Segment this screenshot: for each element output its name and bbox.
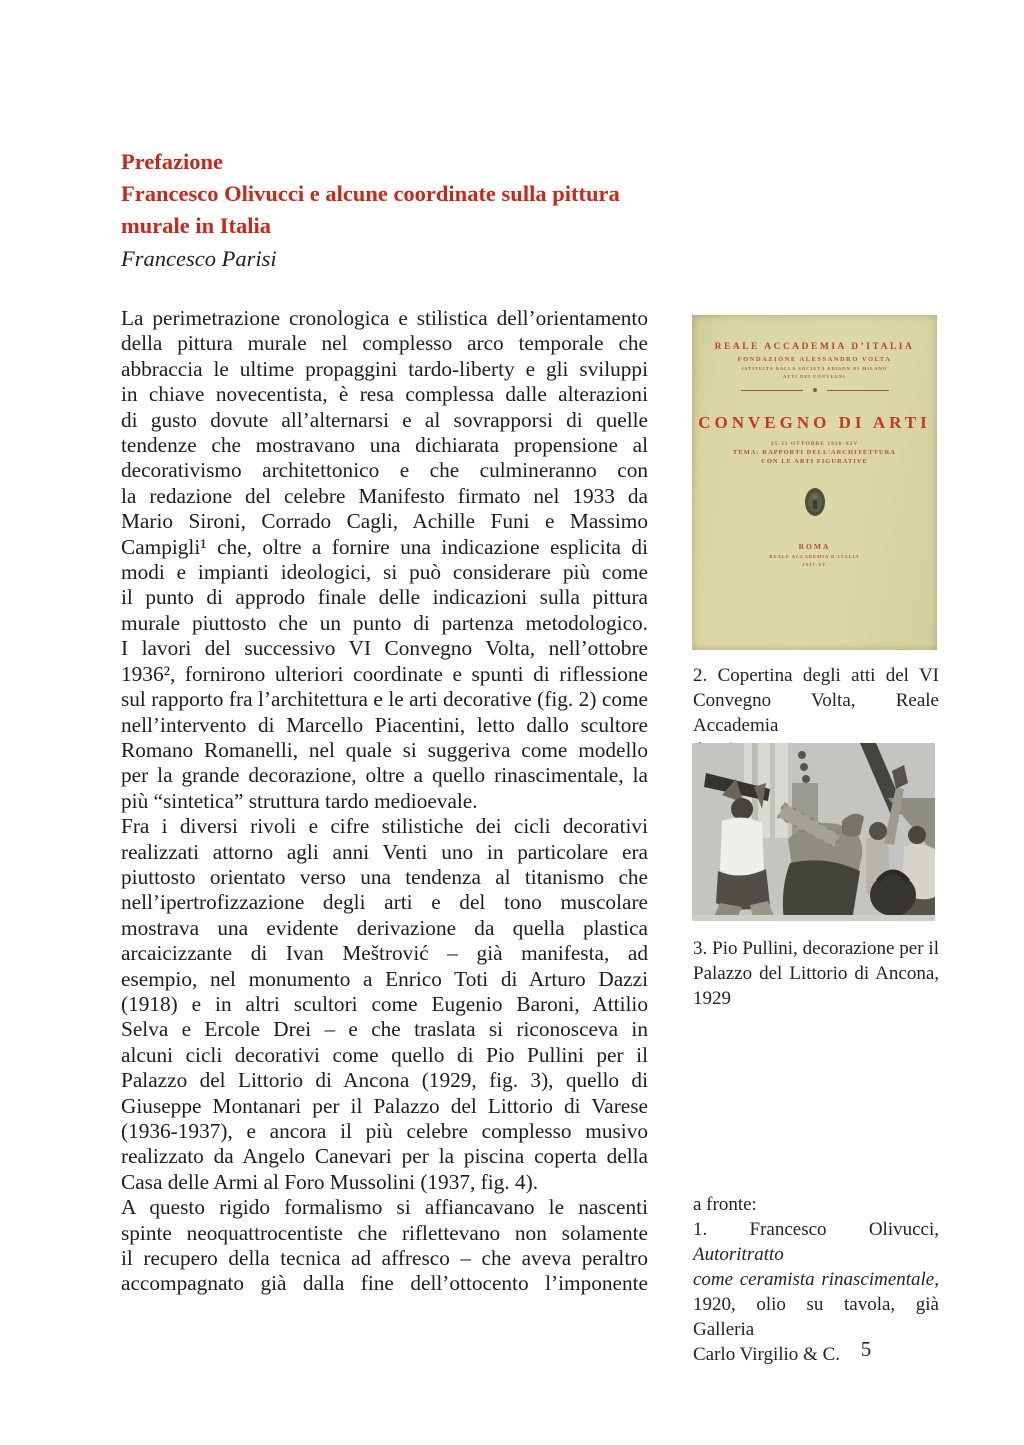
text-line: tendenze che mostravano una dichiarata propensione al <box>121 433 648 458</box>
text-line: la redazione del celebre Manifesto firmato nel 1933 da <box>121 483 648 508</box>
text-line: Palazzo del Littorio di Ancona (1929, fig. 3), quello di <box>121 1068 648 1093</box>
text-line: a fronte: <box>693 1194 757 1215</box>
text-line: 1936², fornirono ulteriori coordinate e spunti di riflessione <box>121 661 648 686</box>
cover-date-line: 25-31 OTTOBRE 1936-XIV <box>770 441 859 447</box>
cover-main-title: CONVEGNO DI ARTI <box>698 413 931 432</box>
text-line: esempio, nel monumento a Enrico Toti di Arturo Dazzi <box>121 966 648 991</box>
cover-divider <box>692 388 937 392</box>
text-line: spinte neoquattrocentiste che riflettevano non solamente <box>121 1220 648 1245</box>
text-line: I lavori del successivo VI Convegno Volta, nell’ottobre <box>121 636 648 661</box>
text-line: accompagnato già dalla fine dell’ottocento l’imponente <box>121 1271 648 1296</box>
text-line: il punto di approdo finale delle indicazioni sulla pittura <box>121 585 648 610</box>
main-text-column <box>121 306 648 1297</box>
text-line: in chiave novecentista, è resa complessa dalle alterazioni <box>121 382 648 407</box>
text-line: più “sintetica” struttura tardo medioevale. <box>121 788 478 813</box>
text-line: Carlo Virgilio & C. <box>693 1344 840 1365</box>
text-line: realizzati attorno agli anni Venti uno in particolare era <box>121 839 648 864</box>
text-line: (1918) e in altri scultori come Eugenio Baroni, Attilio <box>121 991 648 1016</box>
text-line: 1920, olio su tavola, già Galleria <box>693 1294 939 1340</box>
paragraph <box>121 814 648 1195</box>
cover-subline-1: ISTITUITA DALLA SOCIETÀ EDISON DI MILANO <box>741 366 888 371</box>
text-line: nell’ipertrofizzazione degli arti e del tono muscolare <box>121 890 648 915</box>
text-line: Campigli¹ che, oltre a fornire una indicazione esplicita di <box>121 534 648 559</box>
text-line: decorativismo architettonico e che culmineranno con <box>121 458 648 483</box>
cover-publisher-line: REALE ACCADEMIA D’ITALIA <box>769 554 860 559</box>
text-line: modi e impianti ideologici, si può considerare più come <box>121 560 648 585</box>
figure-1-facing-caption <box>693 1192 939 1367</box>
figure-3-caption <box>693 936 939 1011</box>
chapter-subtitle-line2: murale in Italia <box>121 213 271 238</box>
text-line: sul rapporto fra l’architettura e le arti decorative (fig. 2) come <box>121 687 648 712</box>
cover-theme-line2: CON LE ARTI FIGURATIVE <box>761 458 868 465</box>
page-number: 5 <box>860 1337 872 1361</box>
text-line: Convegno Volta, Reale Accademia <box>693 690 939 736</box>
cover-subline-2: ATTI DEI CONVEGNI <box>783 374 846 379</box>
text-line: Giuseppe Montanari per il Palazzo del Littorio di Varese <box>121 1093 648 1118</box>
page-title: Prefazione <box>121 149 224 174</box>
cover-academy-line: REALE ACCADEMIA D’ITALIA <box>714 342 915 352</box>
paragraph <box>121 1195 648 1297</box>
text-line: arcaicizzante di Ivan Meštrović – già manifesta, ad <box>121 941 648 966</box>
text-line: per la grande decorazione, oltre a quello rinascimentale, la <box>121 763 648 788</box>
text-line: nell’intervento di Marcello Piacentini, letto dallo scultore <box>121 712 648 737</box>
text-line: Mario Sironi, Corrado Cagli, Achille Funi e Massimo <box>121 509 648 534</box>
text-line: abbraccia le ultime propaggini tardo-liberty e gli sviluppi <box>121 356 648 381</box>
chapter-heading <box>121 146 681 274</box>
text-line: La perimetrazione cronologica e stilistica dell’orientamento <box>121 306 648 330</box>
text-line: il recupero della tecnica ad affresco – che aveva peraltro <box>121 1246 648 1271</box>
figure-3-mural-photo <box>692 743 935 921</box>
text-line: realizzato da Angelo Canevari per la piscina coperta della <box>121 1144 648 1169</box>
paragraph <box>121 636 648 814</box>
text-line: di gusto dovute all’alternarsi e al sovrapporsi di quelle <box>121 407 648 432</box>
text-line: 2. Copertina degli atti del VI <box>693 665 939 686</box>
cover-theme-line1: TEMA: RAPPORTI DELL’ARCHITETTURA <box>733 449 896 456</box>
text-line: 3. Pio Pullini, decorazione per il <box>693 938 939 959</box>
text-line: Selva e Ercole Drei – e che traslata si riconosceva in <box>121 1017 648 1042</box>
text-line: Palazzo del Littorio di Ancona, <box>693 963 939 984</box>
cover-year-line: 1937-XV <box>802 562 827 567</box>
text-line: A questo rigido formalismo si affiancavano le nascenti <box>121 1195 648 1220</box>
text-line: piuttosto orientato verso una tendenza al titanismo che <box>121 864 648 889</box>
cover-foundation-line: FONDAZIONE ALESSANDRO VOLTA <box>737 356 892 363</box>
author-name: Francesco Parisi <box>121 246 277 271</box>
text-line: mostrava una evidente derivazione da quella plastica <box>121 915 648 940</box>
text-line: murale piuttosto che un punto di partenza metodologico. <box>121 610 648 635</box>
text-line: (1936-1937), e ancora il più celebre complesso musivo <box>121 1119 648 1143</box>
text-line: Casa delle Armi al Foro Mussolini (1937, fig. 4). <box>121 1169 539 1194</box>
text-line: alcuni cicli decorativi come quello di Pio Pullini per il <box>121 1042 648 1067</box>
cover-city-line: ROMA <box>798 542 831 551</box>
text-line: come ceramista rinascimentale, <box>693 1269 939 1290</box>
text-line: della pittura murale nel complesso arco temporale che <box>121 331 648 356</box>
paragraph <box>121 306 648 636</box>
text-line: 1. Francesco Olivucci, Autoritratto <box>693 1219 939 1265</box>
cover-crest-emblem <box>692 487 937 522</box>
figure-2-book-cover <box>692 315 937 650</box>
text-line: Fra i diversi rivoli e cifre stilistiche dei cicli decorativi <box>121 814 648 839</box>
text-line: Romano Romanelli, nel quale si suggeriva come modello <box>121 737 648 762</box>
chapter-subtitle-line1: Francesco Olivucci e alcune coordinate sulla pittura <box>121 181 620 206</box>
text-line: 1929 <box>693 988 731 1009</box>
